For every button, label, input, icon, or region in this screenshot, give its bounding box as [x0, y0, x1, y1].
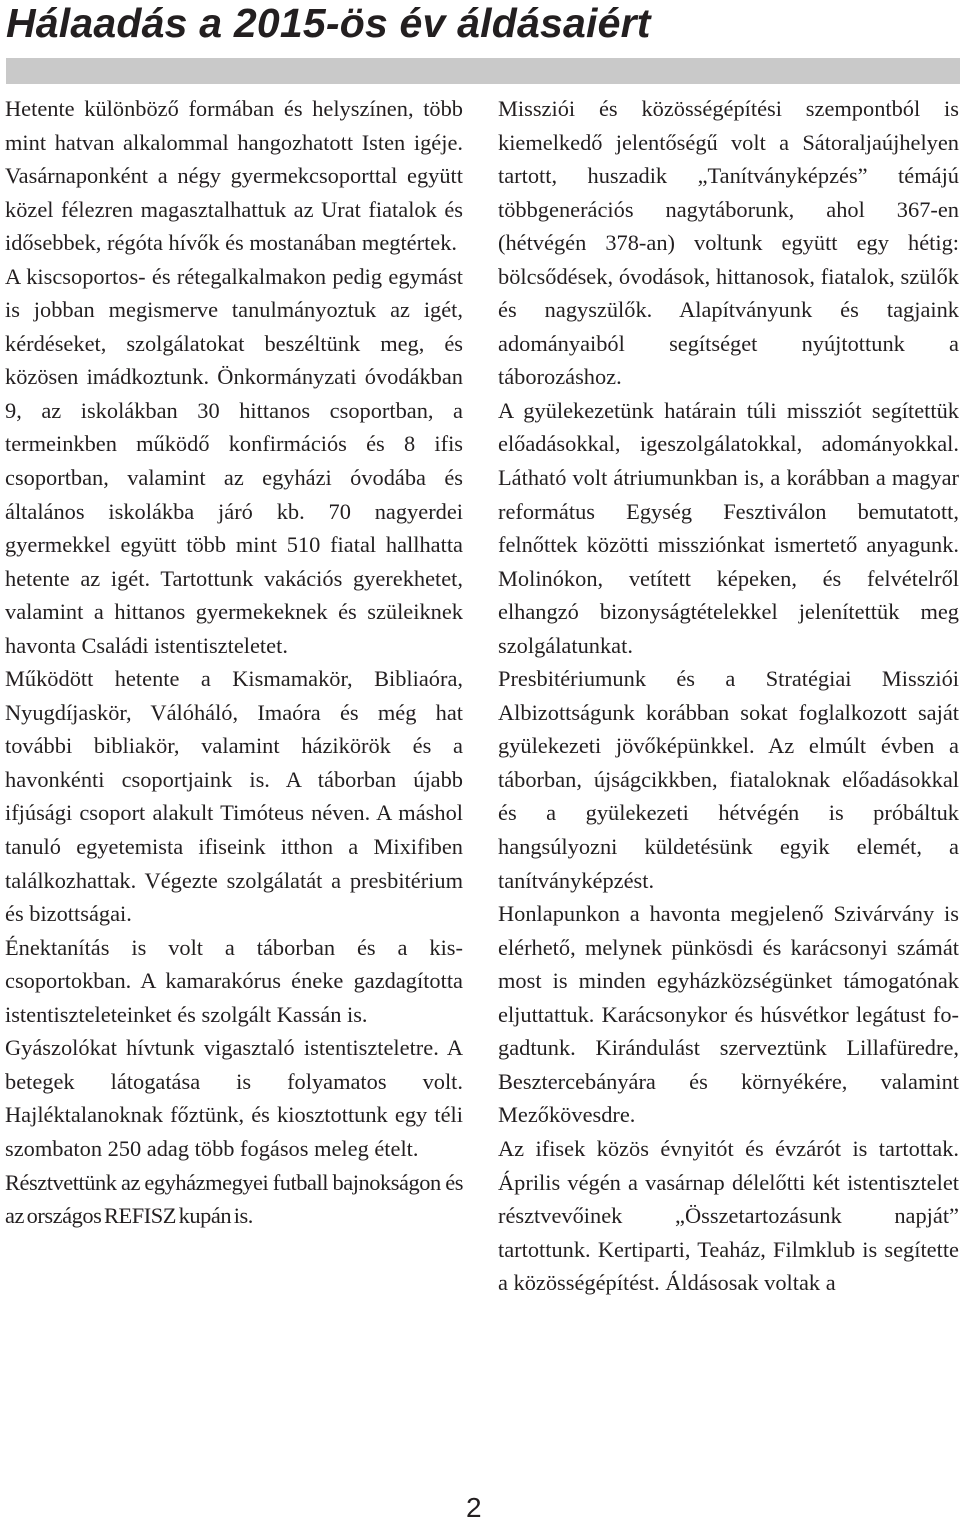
left-column	[5, 92, 463, 1233]
right-column	[498, 92, 959, 1300]
paragraph: Hetente különböző formában és helyszínen, több mint hatvan alkalommal hangozhatott Isten igéje. Vasárnaponként a négy gyermekcsoporttal együtt közel félezren magasztalhattuk az Urat fiatalok és idősebbek, régóta hívők és mostanában megtértek.	[5, 96, 463, 256]
paragraph: Honlapunkon a havonta megjelenő Szivárvány is elérhető, melynek pünkösdi és karácsonyi számát most is minden egyházközségünket támogatónak eljuttattuk. Karácsonykor és húsvétkor legátust fogadtunk. Kirándulást szerveztünk Lillafüredre, Besztercebányára és környékére, valamint Mezőkövesdre.	[498, 901, 959, 1128]
paragraph: Presbitériumunk és a Stratégiai Missziói Albizottságunk korábban sokat foglalkozott saját gyülekezeti jövőképünkkel. Az elmúlt évben a táborban, újságcikkben, fiataloknak előadásokkal és a gyülekezeti hétvégén is próbáltuk hangsúlyozni küldetésünk egyik elemét, a tanítványképzést.	[498, 666, 959, 893]
page-number: 2	[466, 1492, 482, 1523]
paragraph: Énektanítás is volt a táborban és a kiscsoportokban. A kamarakórus éneke gazdagította istentiszteleteinket és szolgált Kassán is.	[5, 934, 463, 1027]
paragraph: Gyászolókat hívtunk vigasztaló istentiszteletre. A betegek látogatása is folyamatos volt. Hajléktalanoknak főztünk, és kiosztottunk egy téli szombaton 250 adag több fogásos meleg ételt.	[5, 1035, 463, 1161]
paragraph: Az ifisek közös évnyitót és évzárót is tartottak. Április végén a vasárnap délelőtti két istentisztelet résztvevőinek „Összetartozásunk napját” tartottunk. Kertiparti, Teaház, Filmklub is segítette a közösségépítést. Áldásosak voltak a	[498, 1135, 959, 1296]
paragraph: Résztvettünk az egyházmegyei futball bajnokságon és az országos REFISZ kupán is.	[5, 1169, 463, 1229]
page-title: Hálaadás a 2015-ös év áldásaiért	[6, 0, 651, 46]
paragraph: A kiscsoportos- és rétegalkalmakon pedig egymást is jobban megismerve tanulmányoztuk az igét, kérdéseket, szolgálatokat beszéltünk meg, és közösen imádkoztunk. Önkormányzati óvodákban 9, az iskolákban 30 hittanos csoportban, a termeinkben működő konfirmációs és 8 ifis csoportban, valamint az egyházi óvodába és általános iskolákba járó kb. 70 nagyerdei gyermekkel együtt több mint 510 fiatal hallhatta hetente az igét. Tartottunk vakációs gyerekhetet, valamint a hittanos gyermekeknek és szüleiknek havonta Családi istentiszteletet.	[5, 263, 463, 658]
paragraph: A gyülekezetünk határain túli missziót segítettük előadásokkal, igeszolgálatokkal, adományokkal. Látható volt átriumunkban is, a korábban a magyar református Egység Fesztiválon bemutatott, felnőttek közötti missziónkat ismertető anyagunk. Molinókon, vetített képeken, és felvételről elhangzó bizonyságtételekkel jelenítettük meg szolgálatunkat.	[498, 397, 959, 658]
title-rule	[6, 58, 960, 84]
paragraph: Missziói és közösségépítési szempontból is kiemelkedő jelentőségű volt a Sátoraljaújhelyen tartott, huszadik „Tanítványképzés” témájú többgenerációs nagytáborunk, ahol 367-en (hétvégén 378-an) voltunk együtt egy hétig: bölcsődések, óvodások, hittanosok, fiatalok, szülők és nagyszülők. Alapítványunk és tagjaink adományaiból segítséget nyújtottunk a táborozáshoz.	[498, 96, 959, 390]
paragraph: Működött hetente a Kismamakör, Bibliaóra, Nyugdíjaskör, Válóháló, Imaóra és még hat további bibliakör, valamint házikörök és a havonkénti csoportjaink is. A táborban újabb ifjúsági csoport alakult Timóteus néven. A máshol tanuló egyetemista ifiseink itthon a Mixifiben találkozhattak. Végezte szolgálatát a presbitérium és bizottságai.	[5, 666, 463, 927]
